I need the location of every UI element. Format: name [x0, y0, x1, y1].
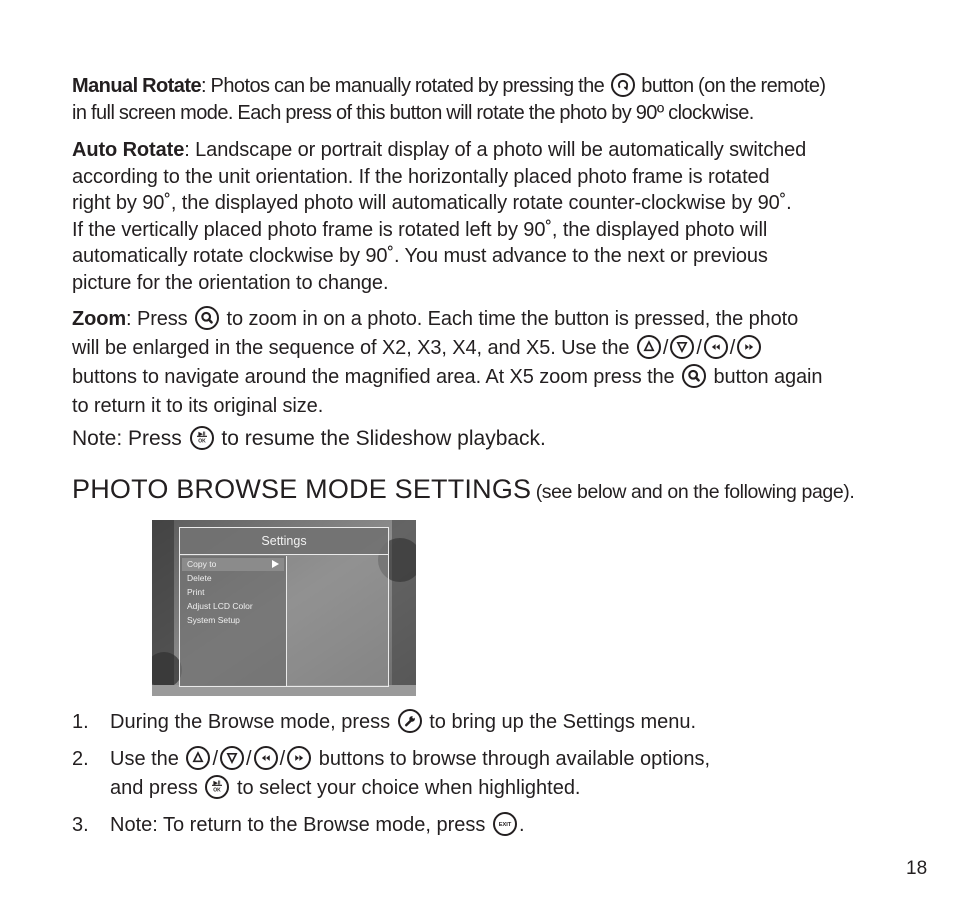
zoom-term: Zoom [72, 308, 127, 330]
zoom-paragraph: Zoom: Press to zoom in on a photo. Each time the button is pressed, the photo will be enlarged in the sequence of X2, X3, X4, and X5. Use the / / / buttons to navigate around the magnified area. At X5 zoom press the button again to return it to its original size. [72, 308, 823, 417]
menu-item-print[interactable]: Print [187, 587, 205, 597]
fast-forward-icon [287, 746, 311, 770]
section-heading: PHOTO BROWSE MODE SETTINGS (see below and on the following page). [72, 474, 855, 504]
menu-item-delete[interactable]: Delete [187, 573, 212, 583]
up-arrow-icon [637, 335, 661, 359]
exit-icon [493, 812, 517, 836]
down-arrow-icon [220, 746, 244, 770]
rotate-icon [611, 73, 635, 97]
settings-menu-list [180, 556, 287, 686]
settings-screenshot [152, 520, 416, 696]
settings-menu-title: Settings [180, 528, 388, 555]
svg-text:▶II: ▶II [213, 780, 221, 787]
settings-menu-panel [179, 527, 389, 687]
svg-text:OK: OK [197, 438, 206, 445]
submenu-arrow-icon [272, 560, 279, 568]
down-arrow-icon [670, 335, 694, 359]
manual-page: Manual Rotate: Photos can be manually rotated by pressing the button (on the remote) in full screen mode. Each press of this button will rotate the photo by 90º clockwise. Auto Rotate: Landscape or portrait display of a photo will be automatically switched according to the unit orientation. If the horizontally placed photo frame is rotated right by 90˚, the displayed photo will automatically rotate counter-clockwise by 90˚. If the vertically placed photo frame is rotated left by 90˚, the displayed photo will automatically rotate clockwise by 90˚. You must advance to the next or previous picture for the orientation to change. Zoom: Press to zoom in on a photo. Each time the button is pressed, the photo will be enlarged in the sequence of X2, X3, X4, and X5. Use the / / / buttons to navigate around the magnified area. At X5 zoom press the button again to return it to its original size. Note: Press ▶II OK to resume the Slideshow playback. PHOTO BROWSE MODE SETTINGS (see below and on the following page). Settings Copy to Delete Print Adjust LCD Color System Setup 1. During the Browse mode, press to bring up the Settings menu. 2. Use the / / / buttons to browse through available options, and press ▶II OK to select your choice when highlighted. 3. Note: To return to the Browse mode, press EXIT . 18 [72, 75, 928, 879]
zoom-icon [682, 364, 706, 388]
up-arrow-icon [186, 746, 210, 770]
page-number: 18 [906, 858, 928, 879]
menu-item-adjust-lcd-color[interactable]: Adjust LCD Color [187, 601, 253, 611]
slideshow-note: Note: Press ▶II OK to resume the Slideshow playback. [72, 427, 546, 450]
rewind-icon [704, 335, 728, 359]
svg-text:OK: OK [213, 787, 222, 794]
fast-forward-icon [737, 335, 761, 359]
svg-text:EXIT: EXIT [498, 822, 512, 829]
auto-rotate-paragraph: Auto Rotate: Landscape or portrait display of a photo will be automatically switched according to the unit orientation. If the horizontally placed photo frame is rotated right by 90˚, the displayed photo will automatically rotate counter-clockwise by 90˚. If the vertically placed photo frame is rotated left by 90˚, the displayed photo will automatically rotate clockwise by 90˚. You must advance to the next or previous picture for the orientation to change. [72, 139, 807, 294]
menu-item-system-setup[interactable]: System Setup [187, 615, 240, 625]
zoom-icon [195, 306, 219, 330]
play-ok-icon [205, 775, 229, 799]
wrench-icon [398, 709, 422, 733]
svg-text:▶II: ▶II [198, 431, 206, 438]
auto-rotate-term: Auto Rotate [72, 139, 185, 161]
play-ok-icon [190, 426, 214, 450]
rewind-icon [254, 746, 278, 770]
manual-rotate-paragraph: Manual Rotate: Photos can be manually rotated by pressing the button (on the remote) in full screen mode. Each press of this button will rotate the photo by 90º clockwise. [72, 75, 826, 124]
manual-rotate-term: Manual Rotate [72, 75, 202, 97]
menu-item-copy-to[interactable]: Copy to [182, 558, 284, 571]
